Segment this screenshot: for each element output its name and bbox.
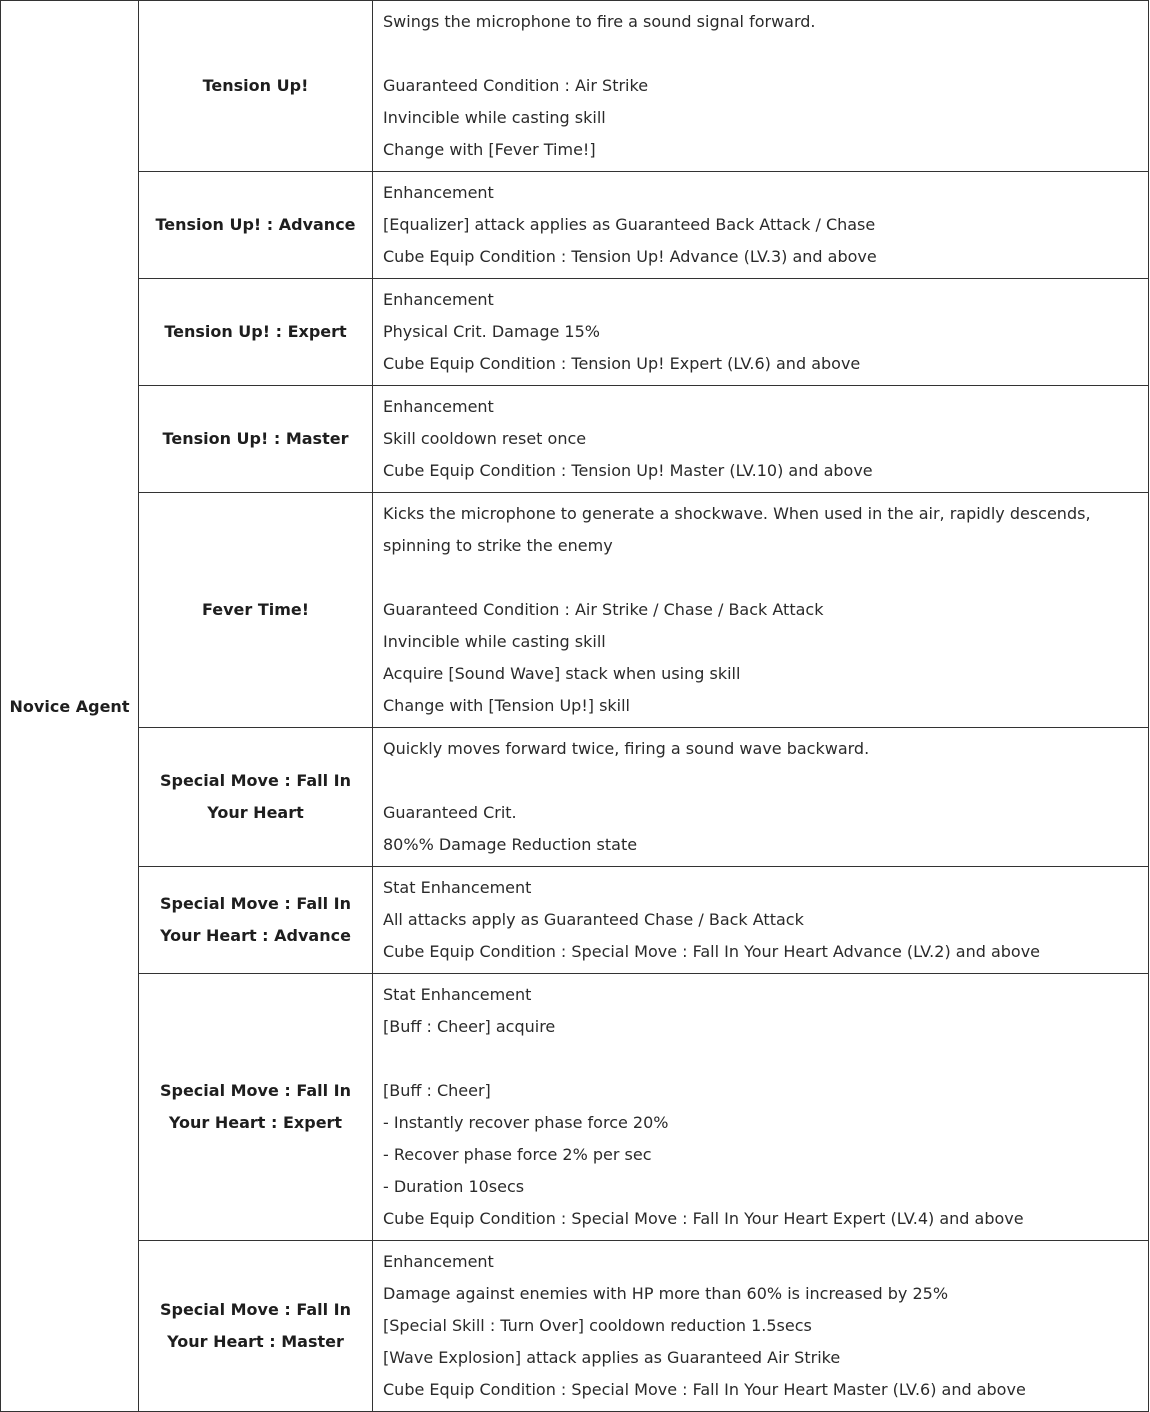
skill-name: Special Move : Fall In Your Heart : Master (159, 1300, 352, 1351)
description-line: Enhancement (383, 397, 494, 416)
description-line: Physical Crit. Damage 15% (383, 322, 600, 341)
class-name: Novice Agent (9, 696, 130, 716)
description-line: [Wave Explosion] attack applies as Guaranteed Air Strike (383, 1348, 841, 1367)
skill-name-cell (139, 867, 373, 974)
skill-name-cell (139, 1, 373, 172)
table-row (1, 867, 1149, 974)
description-line: Cube Equip Condition : Tension Up! Advance (LV.3) and above (383, 247, 877, 266)
skill-name-cell (139, 386, 373, 493)
skill-name: Tension Up! (202, 76, 309, 95)
description-line: Quickly moves forward twice, firing a sound wave backward. (383, 739, 870, 758)
table-row (1, 1, 1149, 172)
description-line: [Special Skill : Turn Over] cooldown reduction 1.5secs (383, 1316, 812, 1335)
description-line: [Buff : Cheer] acquire (383, 1017, 556, 1036)
description-line: - Duration 10secs (383, 1177, 525, 1196)
table-row (1, 386, 1149, 493)
table-row (1, 974, 1149, 1241)
skill-description-cell (373, 1, 1149, 172)
skill-name: Special Move : Fall In Your Heart : Advance (159, 894, 352, 945)
skill-description-cell (373, 493, 1149, 728)
skill-description-cell (373, 279, 1149, 386)
skill-name: Tension Up! : Expert (164, 322, 347, 341)
skill-name: Fever Time! (201, 600, 310, 619)
table-row (1, 279, 1149, 386)
description-line: - Instantly recover phase force 20% (383, 1113, 669, 1132)
description-line: Change with [Fever Time!] (383, 140, 596, 159)
class-name-cell (1, 1, 139, 1412)
description-line: Invincible while casting skill (383, 108, 606, 127)
skill-name-cell (139, 728, 373, 867)
skill-name-cell (139, 1241, 373, 1412)
skill-description-cell (373, 867, 1149, 974)
description-line: Change with [Tension Up!] skill (383, 696, 630, 715)
skill-description-cell (373, 974, 1149, 1241)
skill-description-cell (373, 172, 1149, 279)
description-line: Cube Equip Condition : Special Move : Fall In Your Heart Advance (LV.2) and above (383, 942, 1041, 961)
skill-name-cell (139, 974, 373, 1241)
description-line: [Equalizer] attack applies as Guaranteed Back Attack / Chase (383, 215, 876, 234)
description-line (383, 1043, 1138, 1075)
description-line: Cube Equip Condition : Tension Up! Expert (LV.6) and above (383, 354, 861, 373)
description-line: Invincible while casting skill (383, 632, 606, 651)
skill-name: Tension Up! : Master (162, 429, 349, 448)
description-line (383, 765, 1138, 797)
description-line: Cube Equip Condition : Tension Up! Master (LV.10) and above (383, 461, 873, 480)
description-line (383, 38, 1138, 70)
skill-description-cell (373, 728, 1149, 867)
description-line: Cube Equip Condition : Special Move : Fall In Your Heart Master (LV.6) and above (383, 1380, 1026, 1399)
skill-description-cell (373, 386, 1149, 493)
description-line: Enhancement (383, 290, 494, 309)
description-line: Enhancement (383, 183, 494, 202)
skill-name-cell (139, 493, 373, 728)
description-line (383, 562, 1138, 594)
description-line: Guaranteed Condition : Air Strike (383, 76, 649, 95)
description-line: All attacks apply as Guaranteed Chase / Back Attack (383, 910, 804, 929)
skill-name: Special Move : Fall In Your Heart (159, 771, 352, 822)
description-line: Enhancement (383, 1252, 494, 1271)
table-row (1, 172, 1149, 279)
skill-name: Special Move : Fall In Your Heart : Expert (159, 1081, 352, 1132)
description-line: - Recover phase force 2% per sec (383, 1145, 652, 1164)
skill-name-cell (139, 172, 373, 279)
description-line: Guaranteed Condition : Air Strike / Chase / Back Attack (383, 600, 824, 619)
description-line: Cube Equip Condition : Special Move : Fall In Your Heart Expert (LV.4) and above (383, 1209, 1024, 1228)
skill-name: Tension Up! : Advance (155, 215, 356, 234)
description-line: 80%% Damage Reduction state (383, 835, 638, 854)
table-row (1, 728, 1149, 867)
description-line: Damage against enemies with HP more than 60% is increased by 25% (383, 1284, 949, 1303)
description-line: Stat Enhancement (383, 985, 532, 1004)
description-line: Swings the microphone to fire a sound signal forward. (383, 12, 816, 31)
table-row (1, 493, 1149, 728)
skill-name-cell (139, 279, 373, 386)
description-line: Guaranteed Crit. (383, 803, 517, 822)
description-line: Acquire [Sound Wave] stack when using skill (383, 664, 741, 683)
skill-table-body (1, 1, 1149, 1412)
skill-description-cell (373, 1241, 1149, 1412)
description-line: Stat Enhancement (383, 878, 532, 897)
description-line: Skill cooldown reset once (383, 429, 587, 448)
table-row (1, 1241, 1149, 1412)
description-line: Kicks the microphone to generate a shockwave. When used in the air, rapidly descends, spinning to strike the enemy (383, 504, 1091, 555)
description-line: [Buff : Cheer] (383, 1081, 491, 1100)
